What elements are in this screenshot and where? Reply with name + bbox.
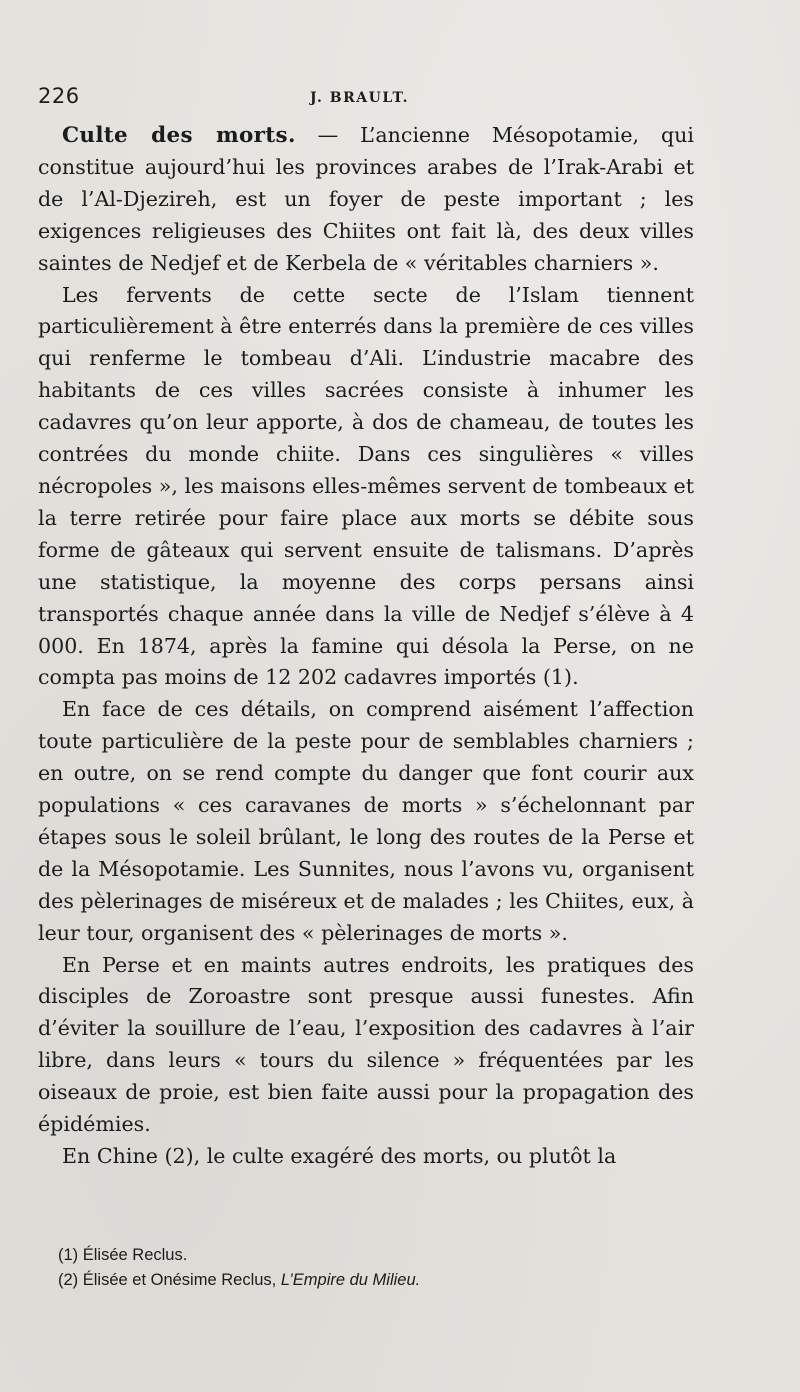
paragraph-2: Les fervents de cette secte de l’Islam tiennent particulièrement à être enterrés dans la première de ces villes qui renferme le tombeau d’Ali. L’industrie macabre des habitants de ces villes sacrées consiste à inhumer les cadavres qu’on leur apporte, à dos de chameau, de toutes les contrées du monde chiite. Dans ces singulières « villes nécropoles », les maisons elles-mêmes servent de tombeaux et la terre retirée pour faire place aux morts se débite sous forme de gâteaux qui servent ensuite de talismans. D’après une statistique, la moyenne des corps persans ainsi transportés chaque année dans la ville de Nedjef s’élève à 4 000. En 1874, après la famine qui désola la Perse, on ne compta pas moins de 12 202 cadavres importés (1). [38,282,694,690]
footnote-2 [58,1268,698,1293]
footnote-2-title: L’Empire du Milieu. [280,1271,421,1289]
paragraph-4: En Perse et en maints autres endroits, les pratiques des disciples de Zoroastre sont presque aussi funestes. Afin d’éviter la souillure de l’eau, l’exposition des cadavres à l’air libre, dans leurs « tours du silence » fréquentées par les oiseaux de proie, est bien faite aussi pour la propagation des épidémies. [38,952,694,1137]
paragraph-1-text: — L’ancienne Mésopotamie, qui constitue aujourd’hui les provinces arabes de l’Irak-Arabi et de l’Al-Djezireh, est un foyer de peste important ; les exigences religieuses des Chiites ont fait là, des deux villes saintes de Nedjef et de Kerbela de « véritables charniers ». [38,123,694,275]
footnote-1: (1) Élisée Reclus. [58,1246,188,1264]
page-header [38,84,700,114]
footnote-2-text: (2) Élisée et Onésime Reclus, [58,1271,281,1289]
paragraph-5: En Chine (2), le culte exagéré des morts, ou plutôt la [62,1144,617,1168]
running-head: J. BRAULT. [310,90,410,106]
footnotes [58,1243,698,1293]
body-text [38,120,694,1173]
section-heading: Culte des morts. [62,123,296,148]
paragraph-1 [38,120,694,280]
page-number: 226 [38,84,80,108]
paragraph-3: En face de ces détails, on comprend aisément l’affection toute particulière de la peste pour de semblables charniers ; en outre, on se rend compte du danger que font courir aux populations « ces caravanes de morts » s’échelonnant par étapes sous le soleil brûlant, le long des routes de la Perse et de la Mésopotamie. Les Sunnites, nous l’avons vu, organisent des pèlerinages de miséreux et de malades ; les Chiites, eux, à leur tour, organisent des « pèlerinages de morts ». [38,697,694,945]
